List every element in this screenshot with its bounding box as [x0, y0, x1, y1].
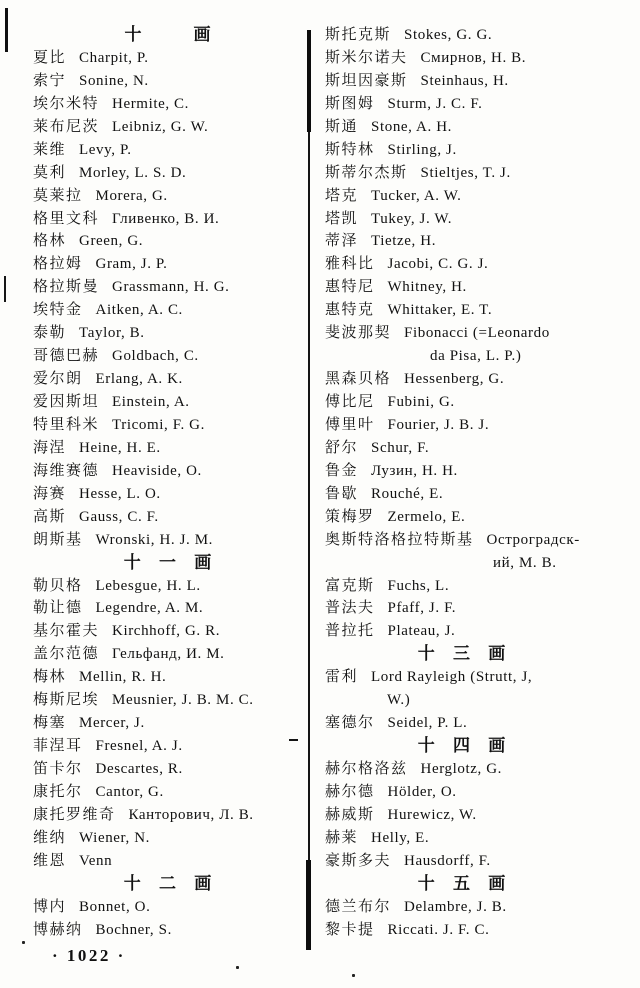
entry-original-name: Lebesgue, H. L. — [95, 577, 201, 594]
entry-chinese-name: 博赫纳 — [33, 921, 83, 938]
entry-chinese-name: 傅比尼 — [325, 394, 375, 410]
entry-chinese-name: 莫利 — [33, 164, 67, 181]
index-entry — [33, 483, 309, 506]
index-entry — [33, 896, 309, 919]
entry-original-name: Fourier, J. B. J. — [387, 416, 490, 433]
index-entry — [33, 575, 309, 598]
entry-original-name: Schur, F. — [371, 439, 430, 456]
entry-original-name: Heine, H. E. — [79, 439, 161, 456]
entry-chinese-name: 康托罗维奇 — [33, 806, 116, 823]
entry-chinese-name: 莫莱拉 — [33, 187, 83, 204]
entry-chinese-name: 豪斯多夫 — [325, 852, 392, 869]
entry-original-name: Rouché, E. — [371, 485, 444, 502]
entry-chinese-name: 格里文科 — [33, 210, 100, 227]
index-entry — [325, 758, 640, 781]
entry-chinese-name: 赫尔格洛兹 — [325, 761, 408, 777]
index-entry — [325, 437, 640, 460]
entry-original-name: Канторович, Л. В. — [128, 806, 254, 823]
entry-original-name: Смирнов, Н. В. — [420, 49, 527, 66]
index-entry — [325, 620, 640, 643]
entry-original-name: Kirchhoff, G. R. — [112, 623, 221, 640]
entry-chinese-name: 埃特金 — [33, 302, 83, 319]
index-entry — [33, 460, 309, 483]
entry-chinese-name: 富克斯 — [325, 577, 375, 594]
entry-chinese-name: 格林 — [33, 233, 67, 250]
index-entry — [33, 506, 309, 529]
index-entry — [33, 47, 309, 70]
entry-chinese-name: 维纳 — [33, 829, 67, 846]
entry-chinese-name: 勒贝格 — [33, 577, 83, 594]
index-entry — [33, 414, 309, 437]
entry-original-name: Green, G. — [79, 233, 144, 250]
entry-chinese-name: 埃尔米特 — [33, 95, 100, 112]
entry-original-name: Hermite, C. — [112, 95, 190, 112]
entry-chinese-name: 斐波那契 — [325, 325, 392, 342]
entry-original-name: Cantor, G. — [95, 783, 164, 800]
entry-chinese-name: 康托尔 — [33, 783, 83, 800]
entry-original-name: Levy, P. — [79, 141, 132, 158]
index-entry — [325, 230, 640, 253]
entry-original-name: Plateau, J. — [387, 623, 456, 640]
entry-original-name: Bonnet, O. — [79, 898, 151, 915]
entry-chinese-name: 傅里叶 — [325, 416, 375, 433]
index-entry — [33, 391, 309, 414]
entry-original-name: Stirling, J. — [387, 141, 457, 158]
entry-chinese-name: 舒尔 — [325, 439, 359, 456]
entry-chinese-name: 梅塞 — [33, 715, 67, 732]
entry-chinese-name: 鲁金 — [325, 462, 359, 479]
entry-original-name: Hausdorff, F. — [404, 852, 491, 869]
column-divider-thick-top — [307, 30, 311, 132]
index-entry — [33, 299, 309, 322]
entry-chinese-name: 斯托克斯 — [325, 27, 392, 43]
entry-original-name: Tucker, A. W. — [371, 187, 462, 204]
entry-chinese-name: 斯通 — [325, 118, 359, 135]
index-entry — [33, 185, 309, 208]
entry-chinese-name: 格拉斯曼 — [33, 279, 100, 296]
index-entry — [33, 689, 309, 712]
index-entry — [325, 850, 640, 873]
entry-chinese-name: 维恩 — [33, 852, 67, 869]
entry-chinese-name: 斯蒂尔杰斯 — [325, 164, 408, 181]
index-entry — [33, 437, 309, 460]
entry-original-name: Stokes, G. G. — [404, 27, 493, 43]
entry-original-name: Mercer, J. — [79, 715, 145, 732]
entry-chinese-name: 笛卡尔 — [33, 761, 83, 777]
index-entry — [325, 116, 640, 139]
index-entry — [33, 345, 309, 368]
column-divider-line — [308, 30, 310, 948]
index-entry — [33, 850, 309, 873]
index-entry — [33, 230, 309, 253]
entry-chinese-name: 斯特林 — [325, 141, 375, 158]
entry-original-name: Bochner, S. — [95, 921, 172, 938]
scan-speck — [236, 966, 239, 969]
index-entry — [33, 368, 309, 391]
entry-original-name: Grassmann, H. G. — [112, 279, 230, 296]
entry-chinese-name: 基尔霍夫 — [33, 623, 100, 640]
entry-chinese-name: 塔凯 — [325, 210, 359, 227]
entry-original-name: Whitney, H. — [387, 279, 467, 296]
index-entry — [325, 24, 640, 47]
entry-original-name: Goldbach, C. — [112, 348, 199, 365]
index-entry — [325, 483, 640, 506]
entry-chinese-name: 莱布尼茨 — [33, 118, 100, 135]
index-entry — [33, 276, 309, 299]
entry-chinese-name: 黎卡提 — [325, 921, 375, 938]
entry-chinese-name: 黑森贝格 — [325, 371, 392, 388]
index-entry — [33, 93, 309, 116]
entry-chinese-name: 蒂泽 — [325, 233, 359, 250]
entry-original-name: Pfaff, J. F. — [387, 600, 457, 617]
index-entry — [325, 529, 640, 552]
entry-chinese-name: 惠特尼 — [325, 279, 375, 296]
entry-chinese-name: 格拉姆 — [33, 256, 83, 273]
index-entry — [33, 70, 309, 93]
entry-original-name: Delambre, J. B. — [404, 898, 507, 915]
index-column-right — [325, 24, 640, 942]
index-entry — [33, 781, 309, 804]
entry-original-name: Hölder, O. — [387, 783, 457, 800]
entry-original-name: Fibonacci (=Leonardo — [404, 325, 550, 342]
scan-tick-artifact — [289, 739, 298, 741]
entry-original-name: Leibniz, G. W. — [112, 118, 209, 135]
index-entry — [33, 827, 309, 850]
index-entry — [325, 162, 640, 185]
entry-chinese-name: 海赛 — [33, 485, 67, 502]
index-entry — [325, 827, 640, 850]
entry-chinese-name: 朗斯基 — [33, 531, 83, 548]
entry-original-name: Hurewicz, W. — [387, 806, 477, 823]
index-entry — [325, 47, 640, 70]
index-entry — [325, 597, 640, 620]
entry-original-name: Mellin, R. H. — [79, 669, 167, 686]
column-divider-thick-bottom — [306, 860, 311, 950]
index-entry — [33, 735, 309, 758]
entry-original-name: Taylor, B. — [79, 325, 145, 342]
index-entry — [33, 620, 309, 643]
index-entry — [325, 185, 640, 208]
entry-chinese-name: 奥斯特洛格拉特斯基 — [325, 531, 474, 548]
entry-chinese-name: 莱维 — [33, 141, 67, 158]
entry-original-name: Riccati. J. F. C. — [387, 921, 490, 938]
entry-chinese-name: 高斯 — [33, 508, 67, 525]
index-column-left — [33, 24, 309, 942]
entry-original-name: Sturm, J. C. F. — [387, 95, 483, 112]
index-entry — [33, 529, 309, 552]
entry-chinese-name: 策梅罗 — [325, 508, 375, 525]
entry-chinese-name: 雅科比 — [325, 256, 375, 273]
entry-original-name: Erlang, A. K. — [95, 371, 183, 388]
entry-chinese-name: 德兰布尔 — [325, 898, 392, 915]
index-entry — [325, 299, 640, 322]
index-entry — [325, 208, 640, 231]
section-header: 十 五 画 — [417, 873, 513, 893]
scan-speck — [22, 941, 25, 944]
section-header: 十 二 画 — [123, 873, 219, 893]
entry-original-name: Seidel, P. L. — [387, 715, 468, 732]
index-entry — [33, 666, 309, 689]
index-entry — [325, 253, 640, 276]
index-entry — [325, 919, 640, 942]
index-entry — [325, 781, 640, 804]
scan-edge-artifact-top — [5, 8, 8, 52]
entry-chinese-name: 菲涅耳 — [33, 738, 83, 755]
entry-original-name: Tricomi, F. G. — [112, 416, 205, 433]
index-entry — [33, 758, 309, 781]
index-entry — [33, 804, 309, 827]
entry-original-name: Meusnier, J. B. M. C. — [112, 692, 254, 709]
entry-continuation: W.) — [387, 692, 411, 709]
entry-original-name: Lord Rayleigh (Strutt, J, — [371, 669, 533, 686]
index-entry — [325, 414, 640, 437]
entry-original-name: Aitken, A. C. — [95, 302, 183, 319]
index-entry — [33, 322, 309, 345]
entry-original-name: Sonine, N. — [79, 72, 149, 89]
entry-original-name: Morera, G. — [95, 187, 168, 204]
entry-original-name: Jacobi, C. G. J. — [387, 256, 489, 273]
entry-chinese-name: 博内 — [33, 898, 67, 915]
entry-chinese-name: 惠特克 — [325, 302, 375, 319]
entry-original-name: Hessenberg, G. — [404, 371, 505, 388]
index-entry — [33, 116, 309, 139]
entry-chinese-name: 斯坦因豪斯 — [325, 72, 408, 89]
entry-original-name: Einstein, A. — [112, 394, 190, 410]
page-number: · 1022 · — [52, 946, 126, 965]
entry-original-name: Morley, L. S. D. — [79, 164, 187, 181]
index-entry — [325, 276, 640, 299]
entry-original-name: Tukey, J. W. — [371, 210, 453, 227]
index-entry — [33, 712, 309, 735]
entry-chinese-name: 赫尔德 — [325, 783, 375, 800]
index-entry — [33, 597, 309, 620]
entry-chinese-name: 梅斯尼埃 — [33, 692, 100, 709]
entry-original-name: Гельфанд, И. М. — [112, 646, 225, 663]
entry-original-name: Stieltjes, T. J. — [420, 164, 511, 181]
scan-edge-artifact-mid — [4, 276, 6, 302]
entry-chinese-name: 索宁 — [33, 72, 67, 89]
section-header: 十 画 — [124, 25, 218, 44]
entry-original-name: Гливенко, В. И. — [112, 210, 220, 227]
entry-chinese-name: 梅林 — [33, 669, 67, 686]
entry-original-name: Helly, E. — [371, 829, 430, 846]
entry-chinese-name: 普拉托 — [325, 623, 375, 640]
entry-original-name: Wiener, N. — [79, 829, 151, 846]
section-header: 十 四 画 — [417, 736, 513, 756]
index-entry — [325, 896, 640, 919]
entry-chinese-name: 斯米尔诺夫 — [325, 49, 408, 66]
entry-chinese-name: 塔克 — [325, 187, 359, 204]
index-entry — [33, 643, 309, 666]
entry-original-name: Legendre, A. M. — [95, 600, 204, 617]
entry-chinese-name: 泰勒 — [33, 325, 67, 342]
index-entry — [33, 919, 309, 942]
index-entry — [325, 712, 640, 735]
entry-original-name: Tietze, H. — [371, 233, 437, 250]
entry-chinese-name: 塞德尔 — [325, 715, 375, 732]
index-entry — [325, 139, 640, 162]
entry-original-name: Herglotz, G. — [420, 761, 503, 777]
entry-chinese-name: 海维赛德 — [33, 462, 100, 479]
entry-chinese-name: 鲁歇 — [325, 485, 359, 502]
scan-speck — [352, 974, 355, 977]
entry-original-name: Fubini, G. — [387, 394, 455, 410]
index-entry — [325, 666, 640, 689]
index-entry — [325, 506, 640, 529]
index-entry — [325, 368, 640, 391]
entry-original-name: Charpit, P. — [79, 49, 149, 66]
entry-original-name: Zermelo, E. — [387, 508, 466, 525]
entry-original-name: Hesse, L. O. — [79, 485, 161, 502]
entry-chinese-name: 哥德巴赫 — [33, 348, 100, 365]
entry-original-name: Fresnel, A. J. — [95, 738, 183, 755]
entry-chinese-name: 海涅 — [33, 439, 67, 456]
entry-continuation: da Pisa, L. P.) — [430, 348, 522, 365]
entry-original-name: Whittaker, E. T. — [387, 302, 493, 319]
entry-original-name: Venn — [79, 852, 113, 869]
entry-original-name: Wronski, H. J. M. — [95, 531, 214, 548]
entry-chinese-name: 勒让德 — [33, 600, 83, 617]
entry-original-name: Gram, J. P. — [95, 256, 168, 273]
entry-chinese-name: 赫威斯 — [325, 806, 375, 823]
entry-chinese-name: 特里科米 — [33, 416, 100, 433]
entry-original-name: Heaviside, O. — [112, 462, 202, 479]
index-entry — [33, 139, 309, 162]
section-header: 十 三 画 — [417, 644, 513, 664]
entry-continuation: ий, М. В. — [493, 554, 557, 571]
entry-chinese-name: 爱尔朗 — [33, 371, 83, 388]
index-entry — [325, 391, 640, 414]
entry-chinese-name: 盖尔范德 — [33, 646, 100, 663]
entry-chinese-name: 斯图姆 — [325, 95, 375, 112]
index-entry — [325, 322, 640, 345]
entry-chinese-name: 赫莱 — [325, 829, 359, 846]
section-header: 十 一 画 — [123, 552, 219, 572]
index-entry — [33, 162, 309, 185]
index-entry — [325, 93, 640, 116]
entry-original-name: Gauss, C. F. — [79, 508, 159, 525]
entry-original-name: Descartes, R. — [95, 761, 183, 777]
entry-original-name: Fuchs, L. — [387, 577, 450, 594]
index-entry — [33, 253, 309, 276]
entry-chinese-name: 雷利 — [325, 669, 359, 686]
entry-original-name: Steinhaus, H. — [420, 72, 509, 89]
index-entry — [325, 460, 640, 483]
entry-chinese-name: 夏比 — [33, 49, 67, 66]
entry-chinese-name: 普法夫 — [325, 600, 375, 617]
entry-original-name: Лузин, Н. Н. — [371, 462, 458, 479]
index-entry — [325, 70, 640, 93]
index-entry — [325, 804, 640, 827]
entry-original-name: Stone, A. H. — [371, 118, 452, 135]
entry-chinese-name: 爱因斯坦 — [33, 394, 100, 410]
index-entry — [33, 208, 309, 231]
index-entry — [325, 575, 640, 598]
entry-original-name: Остроградск- — [486, 531, 580, 548]
